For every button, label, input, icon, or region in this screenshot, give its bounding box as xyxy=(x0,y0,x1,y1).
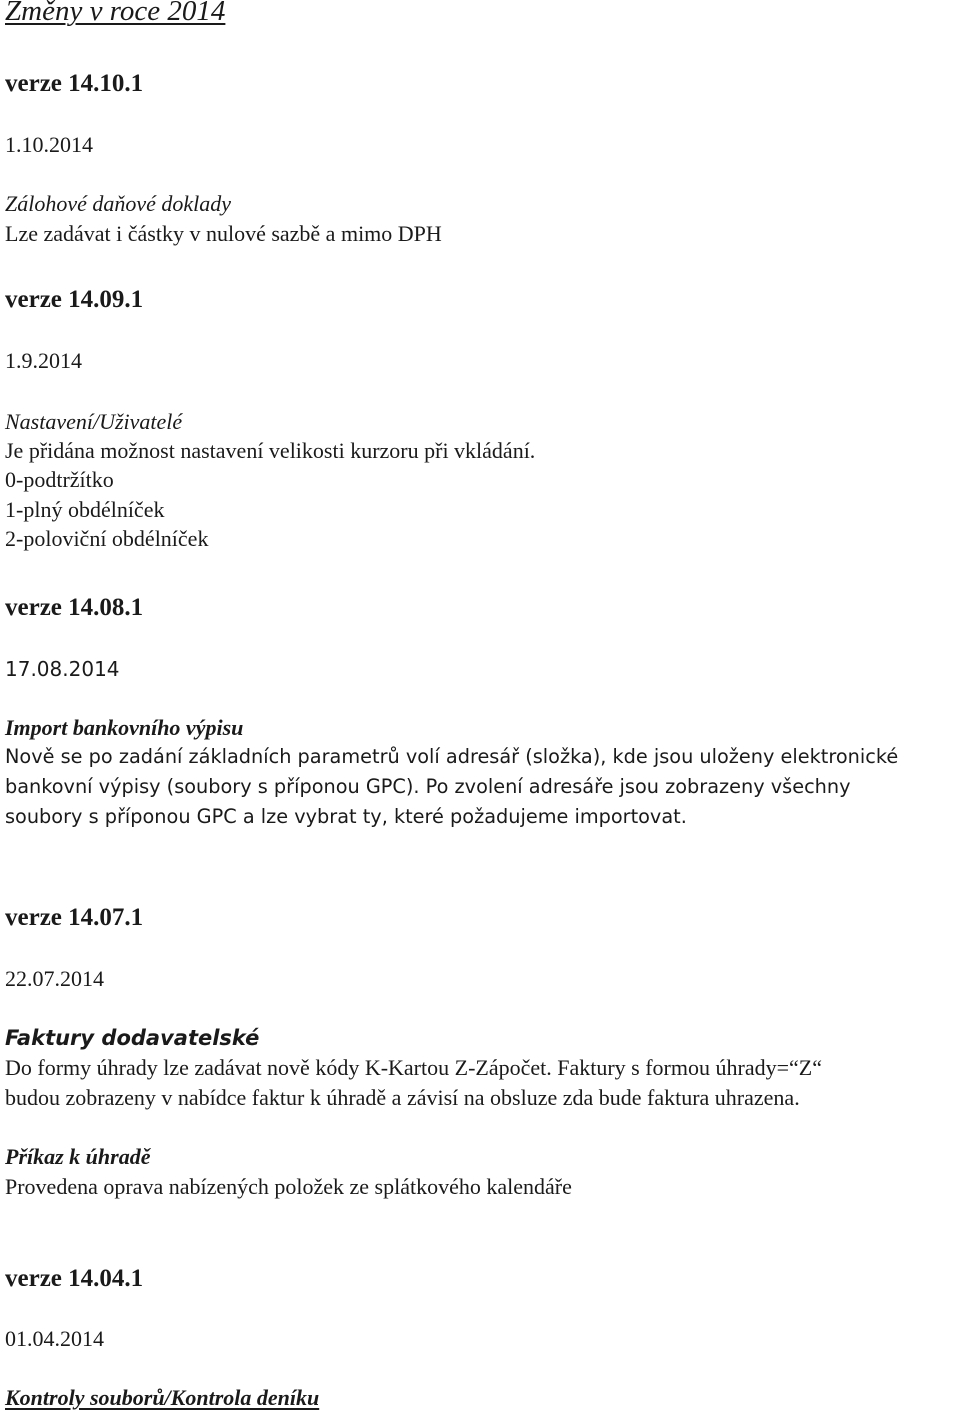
section-heading: Kontroly souborů/Kontrola deníku xyxy=(5,1385,320,1410)
version-date: 22.07.2014 xyxy=(5,966,104,991)
section-heading: Nastavení/Uživatelé xyxy=(5,409,183,434)
section-text: Lze zadávat i částky v nulové sazbě a mimo DPH xyxy=(5,221,442,246)
section-text: 0-podtržítko xyxy=(5,467,114,492)
section-text: Do formy úhrady lze zadávat nově kódy K-Kartou Z-Zápočet. Faktury s formou úhrady=“Z“ xyxy=(5,1055,822,1080)
section-text: Nově se po zadání základních parametrů volí adresář (složka), kde jsou uloženy elektronické xyxy=(5,745,899,768)
version-heading: verze 14.09.1 xyxy=(5,286,144,313)
version-heading: verze 14.08.1 xyxy=(5,594,144,621)
version-date: 1.9.2014 xyxy=(5,348,82,373)
version-heading: verze 14.04.1 xyxy=(5,1265,144,1292)
version-date: 01.04.2014 xyxy=(5,1326,104,1351)
document-title: Změny v roce 2014 xyxy=(5,0,226,27)
section-heading: Faktury dodavatelské xyxy=(5,1026,260,1050)
section-heading: Zálohové daňové doklady xyxy=(5,191,232,216)
section-text: Provedena oprava nabízených položek ze splátkového kalendáře xyxy=(5,1174,572,1199)
section-text: budou zobrazeny v nabídce faktur k úhradě a závisí na obsluze zda bude faktura uhrazena. xyxy=(5,1085,800,1110)
section-text: 1-plný obdélníček xyxy=(5,497,165,522)
version-heading: verze 14.10.1 xyxy=(5,70,144,97)
version-date: 17.08.2014 xyxy=(5,657,120,681)
section-heading: Import bankovního výpisu xyxy=(5,715,244,740)
section-text: soubory s příponou GPC a lze vybrat ty, které požadujeme importovat. xyxy=(5,805,687,828)
version-date: 1.10.2014 xyxy=(5,132,93,157)
version-heading: verze 14.07.1 xyxy=(5,904,144,931)
section-text: Je přidána možnost nastavení velikosti kurzoru při vkládání. xyxy=(5,438,536,463)
section-heading: Příkaz k úhradě xyxy=(5,1144,151,1169)
section-text: 2-poloviční obdélníček xyxy=(5,526,209,551)
section-text: bankovní výpisy (soubory s příponou GPC). Po zvolení adresáře jsou zobrazeny všechny xyxy=(5,775,851,798)
